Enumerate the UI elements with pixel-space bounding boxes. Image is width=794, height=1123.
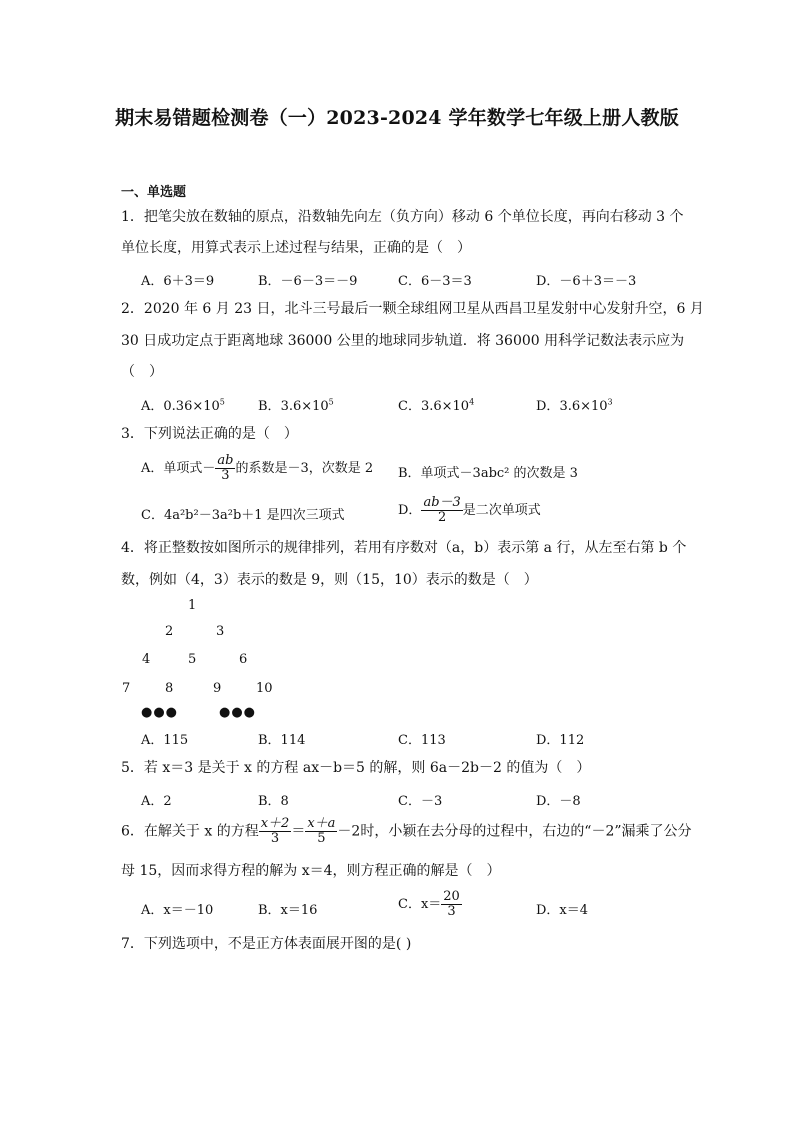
ellipsis-dots: ●●● (141, 705, 179, 720)
question-5-option-c: C．－3 (398, 794, 443, 809)
triangle-number: 9 (213, 681, 222, 696)
question-6-option-a: A．x＝－10 (141, 903, 214, 918)
question-1-line-2: 单位长度，用算式表示上述过程与结果，正确的是（ ） (121, 240, 471, 256)
question-6-line-2: 母 15，因而求得方程的解为 x＝4，则方程正确的解是（ ） (121, 863, 501, 879)
triangle-number: 7 (122, 681, 131, 696)
question-6-option-d: D．x＝4 (536, 903, 589, 918)
question-3-option-c: C．4a²b²－3a²b＋1 是四次三项式 (141, 508, 345, 523)
question-4-option-d: D．112 (536, 733, 585, 748)
fraction: $\frac{ab-3}{2}$ (423, 495, 461, 525)
question-5-line-1: 5．若 x＝3 是关于 x 的方程 ax－b＝5 的解，则 6a－2b－2 的值为（ ） (121, 760, 591, 776)
question-1-option-b: B．－6－3＝－9 (258, 274, 358, 289)
question-4-option-b: B．114 (258, 733, 306, 748)
triangle-number: 1 (188, 598, 197, 613)
question-2-line-1: 2．2020 年 6 月 23 日，北斗三号最后一颗全球组网卫星从西昌卫星发射中心发射升空，6 月 (121, 301, 704, 317)
question-1-option-c: C．6－3＝3 (398, 274, 472, 289)
question-2-option-a: A．$0.36\times 10^5$ (141, 397, 225, 414)
question-2-line-3: （ ） (121, 364, 163, 380)
question-3-line-1: 3．下列说法正确的是（ ） (121, 426, 298, 442)
page-title: 期末易错题检测卷（一）2023-2024 学年数学七年级上册人教版 (115, 107, 679, 129)
question-5-option-a: A．2 (141, 794, 172, 809)
question-4-option-a: A．115 (141, 733, 189, 748)
question-1-option-a: A．6＋3＝9 (141, 274, 215, 289)
question-2-line-2: 30 日成功定点于距离地球 36000 公里的地球同步轨道．将 36000 用科学记数法表示应为 (121, 333, 685, 349)
question-6-option-b: B．x＝16 (258, 903, 318, 918)
triangle-number: 4 (142, 652, 151, 667)
triangle-number: 3 (216, 624, 225, 639)
fraction: $\frac{x+a}{5}$ (307, 816, 336, 846)
fraction: $\frac{ab}{3}$ (217, 453, 234, 483)
section-heading: 一、单选题 (121, 185, 187, 200)
triangle-number: 6 (239, 652, 248, 667)
fraction: $\frac{20}{3}$ (443, 889, 460, 919)
question-5-option-d: D．－8 (536, 794, 581, 809)
question-3-option-a: A．单项式－ $\frac{ab}{3}$ 的系数是－3，次数是 2 (141, 453, 374, 483)
question-7-line-1: 7．下列选项中，不是正方体表面展开图的是( ) (121, 936, 412, 952)
question-2-option-b: B．$3.6\times 10^5$ (258, 397, 334, 414)
fraction: $\frac{x+2}{3}$ (260, 816, 290, 846)
triangle-number: 5 (188, 652, 197, 667)
question-1-option-d: D．－6＋3＝－3 (536, 274, 637, 289)
question-2-option-d: D．$3.6\times 10^3$ (536, 397, 613, 414)
question-6-option-c: C．x＝ $\frac{20}{3}$ (398, 889, 460, 919)
ellipsis-dots: ●●● (219, 705, 257, 720)
question-6-line-1: 6．在解关于 x 的方程 $\frac{x+2}{3}$ ＝ $\frac{x+a}{5}$ －2时，小颖在去分母的过程中，右边的“－2”漏乘了公分 (121, 816, 692, 846)
question-4-option-c: C．113 (398, 733, 446, 748)
triangle-number: 2 (165, 624, 174, 639)
question-2-option-c: C．$3.6\times 10^4$ (398, 397, 475, 414)
question-5-option-b: B．8 (258, 794, 289, 809)
question-3-option-b: B．单项式－3abc² 的次数是 3 (398, 466, 578, 481)
triangle-number: 10 (256, 681, 273, 696)
question-1-line-1: 1．把笔尖放在数轴的原点，沿数轴先向左（负方向）移动 6 个单位长度，再向右移动 3 个 (121, 209, 684, 225)
triangle-number: 8 (165, 681, 174, 696)
question-3-option-d: D． $\frac{ab-3}{2}$ 是二次单项式 (398, 495, 541, 525)
question-4-line-2: 数，例如（4，3）表示的数是 9，则（15，10）表示的数是（ ） (121, 572, 538, 588)
question-4-line-1: 4．将正整数按如图所示的规律排列，若用有序数对（a，b）表示第 a 行，从左至右第 b 个 (121, 540, 687, 556)
